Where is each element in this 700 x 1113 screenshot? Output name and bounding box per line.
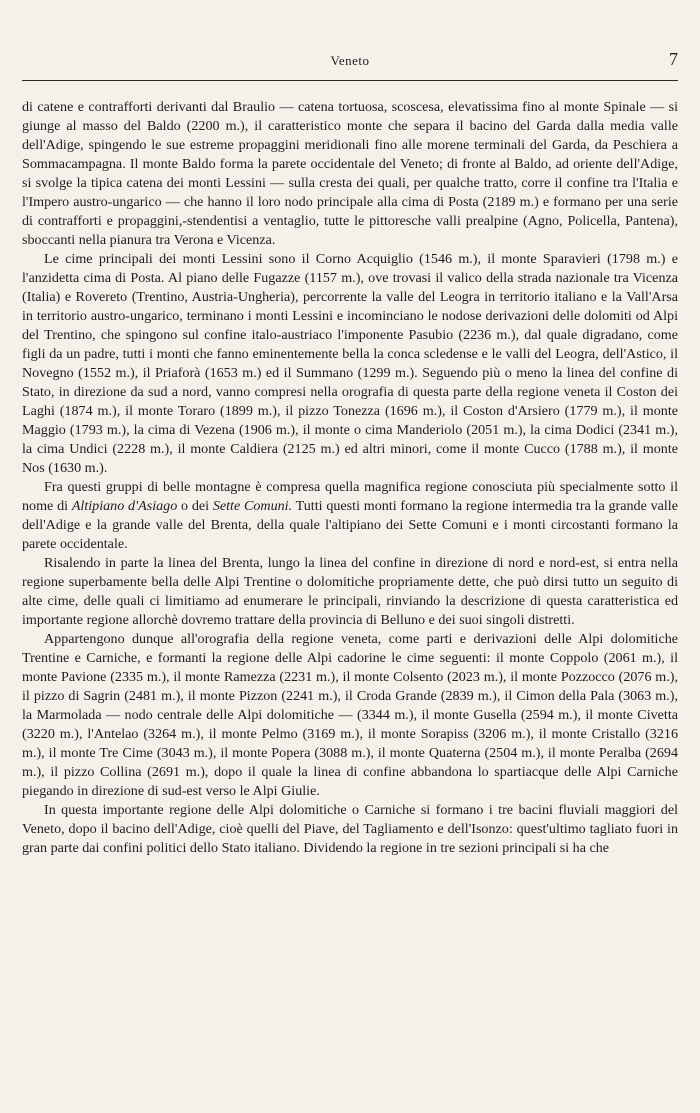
header-rule: [22, 80, 678, 81]
paragraph: In questa importante regione delle Alpi dolomitiche o Carniche si formano i tre bacini fluviali maggiori del Veneto, dopo il bacino dell'Adige, cioè quelli del Piave, del Tagliamento e dell'Isonzo: quest'ultimo tagliato fuori in gran parte dai confini politici dello Stato italiano. Dividendo la regione in tre sezioni principali si ha che: [22, 802, 678, 856]
paragraph: [22, 478, 678, 554]
paragraph: Risalendo in parte la linea del Brenta, lungo la linea del confine in direzione di nord e nord-est, si entra nella regione superbamente bella delle Alpi Trentine o dolomitiche propriamente dette, che può dirsi tutto un seguito di alte cime, delle quali ci limitiamo ad enumerare le principali, rinviando la descrizione di questa caratteristica ed importante regione allorchè dovremo trattare della provincia di Belluno e dei suoi singoli distretti.: [22, 555, 678, 628]
paragraph: Appartengono dunque all'orografia della regione veneta, come parti e derivazioni delle Alpi dolomitiche Trentine e Carniche, e formanti la regione delle Alpi cadorine le cime seguenti: il monte Coppolo (2061 m.), il monte Pavione (2335 m.), il monte Ramezza (2231 m.), il monte Colsento (2023 m.), il monte Pozzocco (2076 m.), il pizzo di Sagrin (2481 m.), il monte Pizzon (2241 m.), il Croda Grande (2839 m.), il Cimon della Pala (3063 m.), la Marmolada — nodo centrale delle Alpi dolomitiche — (3344 m.), il monte Gusella (2594 m.), il monte Civetta (3220 m.), l'Antelao (3264 m.), il monte Pelmo (3169 m.), il monte Sorapiss (3206 m.), il monte Cristallo (3216 m.), il monte Tre Cime (3043 m.), il monte Popera (3088 m.), il monte Quaterna (2504 m.), il monte Peralba (2694 m.), il pizzo Collina (2691 m.), dopo il quale la linea di confine abbandona lo spartiacque delle Alpi Carniche piegando in direzione di sud-est verso le Alpi Giulie.: [22, 631, 678, 799]
italic-term: Altipiano d'Asiago: [71, 498, 178, 514]
paragraph-text: o dei: [177, 498, 213, 514]
paragraph-text: Tutti questi monti formano la regione intermedia tra la grande valle dell'Adige e la grande valle del Brenta, della quale l'altipiano dei Sette Comuni e i monti circostanti formano la parete occidentale.: [22, 498, 678, 552]
italic-term: Sette Comuni.: [212, 498, 293, 514]
running-title: Veneto: [330, 53, 370, 68]
paragraph: di catene e contrafforti derivanti dal Braulio — catena tortuosa, scoscesa, elevatissima fino al monte Spinale — si giunge al masso del Baldo (2200 m.), il caratteristico monte che separa il bacino del Garda dalla media valle dell'Adige, spingendo le sue estreme propaggini meridionali fino alle morene terminali del Garda, da Peschiera a Sommacampagna. Il monte Baldo forma la parete occidentale del Veneto; di fronte al Baldo, ad oriente dell'Adige, si svolge la tipica catena dei monti Lessini — sulla cresta dei quali, per qualche tratto, corre il confine tra l'Italia e l'Impero austro-ungarico — che hanno il loro nodo principale alla cima di Posta (2189 m.) e formano per una serie di contrafforti e propaggini,-stendentisi a ventaglio, tutte le pittoresche valli prealpine (Agno, Policella, Pantena), sboccanti nella pianura tra Verona e Vicenza.: [22, 99, 678, 248]
paragraph: Le cime principali dei monti Lessini sono il Corno Acquiglio (1546 m.), il monte Sparavieri (1798 m.) e l'anzidetta cima di Posta. Al piano delle Fugazze (1157 m.), ove trovasi il valico della strada nazionale tra Vicenza (Italia) e Rovereto (Trentino, Austria-Ungheria), percorrente la valle del Leogra in territorio italiano e la Vall'Arsa in territorio austro-ungarico, terminano i monti Lessini e incominciano le nodose derivazioni delle dolomiti od Alpi del Trentino, che spingono sul confine italo-austriaco l'imponente Pasubio (2236 m.), dal quale digradano, come figli da un padre, tutti i monti che fanno eminentemente bella la conca scledense e le valli del Leogra, dell'Astico, il Novegno (1552 m.), il Priaforà (1653 m.) ed il Summano (1299 m.). Seguendo più o meno la linea del confine di Stato, in direzione da sud a nord, vanno compresi nella orografia di questa parte della regione veneta il Coston dei Laghi (1874 m.), il monte Toraro (1899 m.), il pizzo Tonezza (1696 m.), il Coston d'Arsiero (1779 m.), il monte Maggio (1793 m.), la cima di Vezena (1906 m.), il monte o cima Manderiolo (2051 m.), la cima Dodici (2341 m.), la cima Undici (2228 m.), il monte Caldiera (2125 m.) ed altri minori, come il monte Cucco (1788 m.), il monte Nos (1630 m.).: [22, 251, 678, 476]
page-header: [22, 50, 678, 74]
page-number: 7: [669, 49, 678, 69]
paragraph-text: Fra questi gruppi di belle montagne è compresa quella magnifica regione conosciuta più specialmente sotto il nome di: [22, 479, 678, 514]
body-text: [22, 98, 678, 858]
